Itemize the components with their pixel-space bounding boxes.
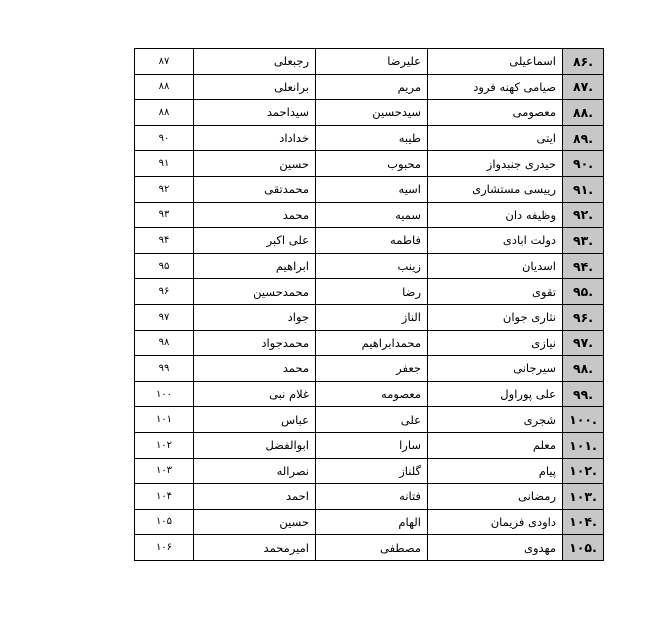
cell-first-name: محبوب	[316, 151, 428, 177]
cell-father-name: محمدتقی	[194, 176, 316, 202]
cell-first-name: رضا	[316, 279, 428, 305]
cell-last-name: اسدیان	[428, 253, 563, 279]
cell-father-name: ابراهیم	[194, 253, 316, 279]
table-row	[135, 484, 604, 510]
cell-number: ۹۰	[135, 125, 194, 151]
cell-father-name: رجبعلی	[194, 49, 316, 75]
cell-row-number: .۱۰۲	[563, 458, 604, 484]
table-row	[135, 228, 604, 254]
cell-number: ۹۷	[135, 304, 194, 330]
cell-first-name: معصومه	[316, 381, 428, 407]
cell-row-number: .۱۰۰	[563, 407, 604, 433]
cell-father-name: جواد	[194, 304, 316, 330]
cell-row-number: .۹۴	[563, 253, 604, 279]
cell-first-name: فتانه	[316, 484, 428, 510]
table-row	[135, 202, 604, 228]
cell-father-name: محمد	[194, 202, 316, 228]
cell-father-name: محمدجواد	[194, 330, 316, 356]
cell-father-name: احمد	[194, 484, 316, 510]
cell-last-name: معصومی	[428, 100, 563, 126]
cell-first-name: علی	[316, 407, 428, 433]
table-row	[135, 74, 604, 100]
cell-last-name: نثاری جوان	[428, 304, 563, 330]
cell-row-number: .۹۳	[563, 228, 604, 254]
cell-last-name: دولت ابادی	[428, 228, 563, 254]
table-row	[135, 279, 604, 305]
table-row	[135, 49, 604, 75]
table-row	[135, 458, 604, 484]
cell-number: ۱۰۰	[135, 381, 194, 407]
cell-first-name: مریم	[316, 74, 428, 100]
cell-row-number: .۹۷	[563, 330, 604, 356]
cell-row-number: .۸۸	[563, 100, 604, 126]
cell-row-number: .۹۰	[563, 151, 604, 177]
cell-number: ۹۹	[135, 356, 194, 382]
cell-row-number: .۹۱	[563, 176, 604, 202]
cell-number: ۱۰۴	[135, 484, 194, 510]
cell-father-name: امیرمحمد	[194, 535, 316, 561]
table-row	[135, 432, 604, 458]
cell-first-name: سارا	[316, 432, 428, 458]
cell-father-name: سیداحمد	[194, 100, 316, 126]
cell-father-name: خداداد	[194, 125, 316, 151]
cell-father-name: محمدحسین	[194, 279, 316, 305]
cell-father-name: محمد	[194, 356, 316, 382]
table-row	[135, 330, 604, 356]
cell-first-name: علیرضا	[316, 49, 428, 75]
cell-row-number: .۱۰۴	[563, 509, 604, 535]
cell-last-name: نیازی	[428, 330, 563, 356]
table-row	[135, 100, 604, 126]
cell-first-name: طیبه	[316, 125, 428, 151]
cell-number: ۹۲	[135, 176, 194, 202]
cell-number: ۹۴	[135, 228, 194, 254]
cell-father-name: غلام نبی	[194, 381, 316, 407]
cell-first-name: سمیه	[316, 202, 428, 228]
cell-first-name: جعفر	[316, 356, 428, 382]
table-row	[135, 356, 604, 382]
cell-row-number: .۹۵	[563, 279, 604, 305]
cell-first-name: محمدابراهیم	[316, 330, 428, 356]
cell-father-name: عباس	[194, 407, 316, 433]
cell-row-number: .۸۷	[563, 74, 604, 100]
cell-number: ۸۷	[135, 49, 194, 75]
cell-last-name: حیدری جنبدواز	[428, 151, 563, 177]
cell-last-name: سیرجانی	[428, 356, 563, 382]
table-row	[135, 253, 604, 279]
cell-last-name: رمضانی	[428, 484, 563, 510]
table-row	[135, 176, 604, 202]
cell-row-number: .۸۶	[563, 49, 604, 75]
cell-last-name: وظیفه دان	[428, 202, 563, 228]
cell-number: ۱۰۲	[135, 432, 194, 458]
cell-first-name: فاطمه	[316, 228, 428, 254]
cell-last-name: تقوی	[428, 279, 563, 305]
cell-first-name: الهام	[316, 509, 428, 535]
cell-number: ۸۸	[135, 100, 194, 126]
cell-row-number: .۹۶	[563, 304, 604, 330]
cell-first-name: اسیه	[316, 176, 428, 202]
cell-row-number: .۹۹	[563, 381, 604, 407]
cell-row-number: .۱۰۳	[563, 484, 604, 510]
table-row	[135, 151, 604, 177]
cell-number: ۹۳	[135, 202, 194, 228]
cell-last-name: رییسی مستشاری	[428, 176, 563, 202]
cell-last-name: داودی فریمان	[428, 509, 563, 535]
cell-last-name: مهدوی	[428, 535, 563, 561]
cell-father-name: علی اکبر	[194, 228, 316, 254]
cell-first-name: گلناز	[316, 458, 428, 484]
cell-father-name: ابوالفضل	[194, 432, 316, 458]
cell-row-number: .۱۰۱	[563, 432, 604, 458]
cell-father-name: حسین	[194, 151, 316, 177]
cell-number: ۹۵	[135, 253, 194, 279]
cell-number: ۱۰۳	[135, 458, 194, 484]
cell-number: ۱۰۵	[135, 509, 194, 535]
table-row	[135, 535, 604, 561]
cell-row-number: .۱۰۵	[563, 535, 604, 561]
cell-last-name: صیامی کهنه فرود	[428, 74, 563, 100]
table-row	[135, 125, 604, 151]
cell-first-name: الناز	[316, 304, 428, 330]
cell-number: ۹۸	[135, 330, 194, 356]
cell-last-name: پیام	[428, 458, 563, 484]
records-table-body	[135, 49, 604, 561]
cell-first-name: مصطفی	[316, 535, 428, 561]
cell-row-number: .۹۸	[563, 356, 604, 382]
cell-first-name: سیدحسین	[316, 100, 428, 126]
cell-father-name: حسین	[194, 509, 316, 535]
table-row	[135, 509, 604, 535]
cell-last-name: ایتی	[428, 125, 563, 151]
table-row	[135, 381, 604, 407]
cell-father-name: برانعلی	[194, 74, 316, 100]
cell-row-number: .۸۹	[563, 125, 604, 151]
cell-number: ۹۶	[135, 279, 194, 305]
table-row	[135, 304, 604, 330]
table-row	[135, 407, 604, 433]
cell-last-name: معلم	[428, 432, 563, 458]
cell-number: ۱۰۶	[135, 535, 194, 561]
cell-last-name: شجری	[428, 407, 563, 433]
cell-last-name: علی پوراول	[428, 381, 563, 407]
cell-row-number: .۹۲	[563, 202, 604, 228]
cell-number: ۹۱	[135, 151, 194, 177]
cell-number: ۱۰۱	[135, 407, 194, 433]
cell-last-name: اسماعیلی	[428, 49, 563, 75]
cell-number: ۸۸	[135, 74, 194, 100]
cell-first-name: زینب	[316, 253, 428, 279]
records-table	[134, 48, 604, 561]
cell-father-name: نصراله	[194, 458, 316, 484]
